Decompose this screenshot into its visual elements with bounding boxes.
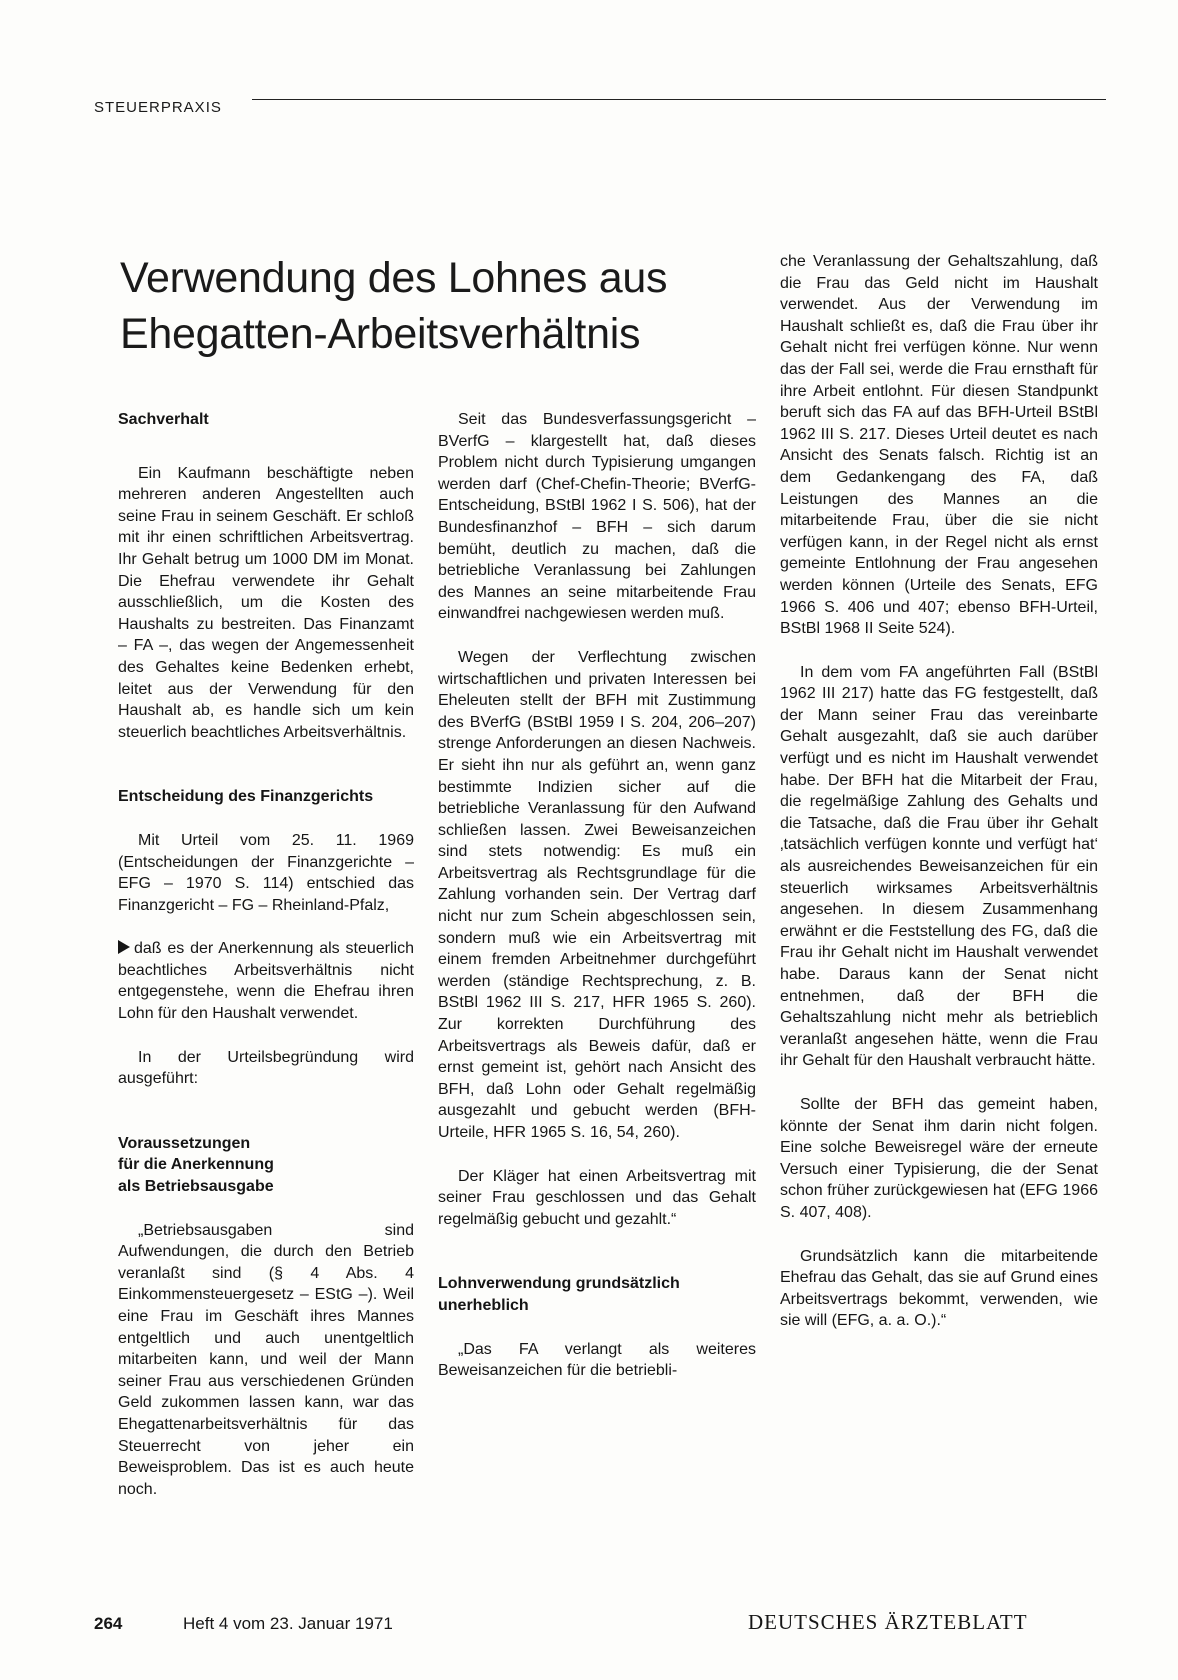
paragraph: „Das FA verlangt als weiteres Beweisanzeichen für die betriebli- (438, 1340, 756, 1380)
paragraph: In der Urteilsbegründung wird ausgeführt: (118, 1048, 414, 1088)
spacer (780, 1072, 1098, 1094)
spacer (780, 640, 1098, 662)
spacer (118, 1090, 414, 1133)
spacer (438, 1317, 756, 1339)
spacer (118, 431, 414, 463)
header-rule (252, 99, 1106, 100)
paragraph: Mit Urteil vom 25. 11. 1969 (Entscheidungen der Finanzgerichte – EFG – 1970 S. 114) entschied das Finanzgericht – FG – Rheinland-Pfalz, (118, 831, 414, 914)
section-label: STEUERPRAXIS (94, 99, 222, 116)
paragraph: Seit das Bundesverfassungsgericht – BVerfG – klargestellt hat, daß dieses Problem nicht durch Typisierung umgangen werden darf (Chef-Chefin-Theorie; BVerfG-Entscheidung, BStBl 1962 I S. 506), hat der Bundesfinanzhof – BFH – sich darum bemüht, deutlich zu machen, daß die betriebliche Veranlassung bei Zahlungen des Mannes an seine mitarbeitende Frau einwandfrei nachgewiesen werden muß. (438, 411, 756, 623)
spacer (118, 808, 414, 830)
column-2 (438, 409, 756, 1382)
paragraph: Wegen der Verflechtung zwischen wirtschaftlichen und privaten Interessen bei Eheleuten stellt der BFH mit Zustimmung des BVerfG (BStBl 1959 I S. 204, 206–207) strenge Anforderungen an diesen Nachweis. Er sieht ihn nur als geführt an, wenn ganz bestimmte Indizien sicher auf die betriebliche Veranlassung für den Aufwand schließen lassen. Zwei Beweisanzeichen sind stets notwendig: Es muß ein Arbeitsvertrag als Rechtsgrundlage für die Zahlung vorhanden sein. Der Vertrag darf nicht nur zum Schein abgeschlossen sein, sondern muß wie ein Arbeitsvertrag mit einem fremden Arbeitnehmer durchgeführt werden (ständige Rechtsprechung, z. B. BStBl 1962 III S. 217, HFR 1965 S. 260). Zur korrekten Durchführung des Arbeitsvertrags als Beweis dafür, daß er ernst gemeint ist, gehört nach Ansicht des BFH, daß Lohn oder Gehalt regelmäßig ausgezahlt und gebucht werden (BFH-Urteile, HFR 1965 S. 16, 54, 260). (438, 648, 756, 1141)
paragraph: Der Kläger hat einen Arbeitsvertrag mit seiner Frau geschlossen und das Gehalt regelmäßig gebucht und gezahlt.“ (438, 1167, 756, 1228)
spacer (438, 1230, 756, 1273)
subheading-line: unerheblich (438, 1296, 529, 1314)
arrow-bullet-icon (118, 940, 130, 954)
spacer (780, 1224, 1098, 1246)
spacer (118, 1198, 414, 1220)
subheading-line: für die Anerkennung (118, 1156, 274, 1174)
column-1 (118, 409, 414, 1500)
spacer (118, 916, 414, 938)
bullet-paragraph (118, 938, 414, 1024)
paragraph: Sollte der BFH das gemeint haben, könnte der Senat ihm darin nicht folgen. Eine solche Beweisregel wäre der erneute Versuch einer Typisierung, die der Senat schon früher zurückgewiesen hat (EFG 1966 S. 407, 408). (780, 1095, 1098, 1221)
column-3 (780, 251, 1098, 1332)
article-title: Verwendung des Lohnes aus Ehegatten-Arbeitsverhältnis (120, 254, 668, 358)
paragraph: Grundsätzlich kann die mitarbeitende Ehefrau das Gehalt, das sie auf Grund eines Arbeitsvertrags bekommt, verwenden, wie sie will (EFG, a. a. O.).“ (780, 1247, 1098, 1330)
subheading-sachverhalt: Sachverhalt (118, 411, 209, 428)
paragraph: „Betriebsausgaben sind Aufwendungen, die durch den Betrieb veranlaßt sind (§ 4 Abs. 4 Einkommensteuergesetz – EStG –). Weil eine Frau im Geschäft ihres Mannes entgeltlich und auch unentgeltlich mitarbeiten kann, und weil der Mann seiner Frau aus verschiedenen Gründen Geld zukommen lassen kann, war das Ehegattenarbeitsverhältnis für das Steuerrecht von jeher ein Beweisproblem. Das ist es auch heute noch. (118, 1221, 414, 1498)
spacer (438, 625, 756, 647)
bullet-text: daß es der Anerkennung als steuerlich beachtliches Arbeitsverhältnis nicht entgegenstehe, wenn die Ehefrau ihren Lohn für den Haushalt verwendet. (118, 940, 414, 1023)
paragraph: che Veranlassung der Gehaltszahlung, daß die Frau das Geld nicht im Haushalt verwendet. Aus der Verwendung im Haushalt schließt es, daß die Frau über ihr Gehalt nicht frei verfügen könne. Nur wenn das der Fall sei, werde die Frau ernsthaft für ihre Arbeit entlohnt. Für diesen Standpunkt beruft sich das FA auf das BFH-Urteil BStBl 1962 III S. 217. Dieses Urteil deutet es nach Ansicht des Senats falsch. Richtig ist an dem Gedankengang des FA, daß Leistungen des Mannes an die mitarbeitende Frau, über die sie nicht verfügen kann, in der Regel nicht als ernst gemeinte Entlohnung der Frau angesehen werden können (Urteile des Senats, EFG 1966 S. 406 und 407; ebenso BFH-Urteil, BStBl 1968 II Seite 524). (780, 253, 1098, 638)
spacer (118, 1025, 414, 1047)
journal-name: DEUTSCHES ÄRZTEBLATT (748, 1610, 1028, 1634)
spacer (438, 1144, 756, 1166)
subheading-line: als Betriebsausgabe (118, 1178, 274, 1196)
subheading-line: Voraussetzungen (118, 1134, 251, 1152)
page-number: 264 (94, 1614, 123, 1633)
paragraph: Ein Kaufmann beschäftigte neben mehreren anderen Angestellten auch seine Frau in seinem Geschäft. Er schloß mit ihr einen schriftlichen Arbeitsvertrag. Ihr Gehalt betrug um 1000 DM im Monat. Die Ehefrau verwendete ihr Gehalt ausschließlich, um die Kosten des Haushalts zu bestreiten. Das Finanzamt – FA –, das wegen der Angemessenheit des Gehaltes keine Bedenken erhebt, leitet aus der Verwendung für den Haushalt ab, es handle sich um kein steuerlich beachtliches Arbeitsverhältnis. (118, 464, 414, 741)
subheading-entscheidung: Entscheidung des Finanzgerichts (118, 788, 374, 806)
paragraph: In dem vom FA angeführten Fall (BStBl 1962 III 217) hatte das FG festgestellt, daß der Mann seiner Frau das vereinbarte Gehalt ausgezahlt, daß sie auch darüber verfügt und es nicht im Haushalt verwendet habe. Der BFH hat die Mitarbeit der Frau, die regelmäßige Zahlung des Gehalts und die Tatsache, daß die Frau über ihr Gehalt ‚tatsächlich verfügen konnte und verfügt hat‘ als ausreichendes Beweisanzeichen für ein steuerlich wirksames Arbeitsverhältnis angesehen. In diesem Zusammenhang erwähnt er die Feststellung des FG, daß die Frau ihr Gehalt nicht im Haushalt verwendet habe. Daraus kann der Senat nicht entnehmen, daß der BFH die Gehaltszahlung nicht mehr als betrieblich veranlaßt angesehen hätte, wenn die Frau ihr Gehalt für den Haushalt verbraucht hätte. (780, 663, 1098, 1070)
spacer (118, 743, 414, 786)
issue-info: Heft 4 vom 23. Januar 1971 (183, 1614, 393, 1633)
subheading-line: Lohnverwendung grundsätzlich (438, 1275, 680, 1293)
